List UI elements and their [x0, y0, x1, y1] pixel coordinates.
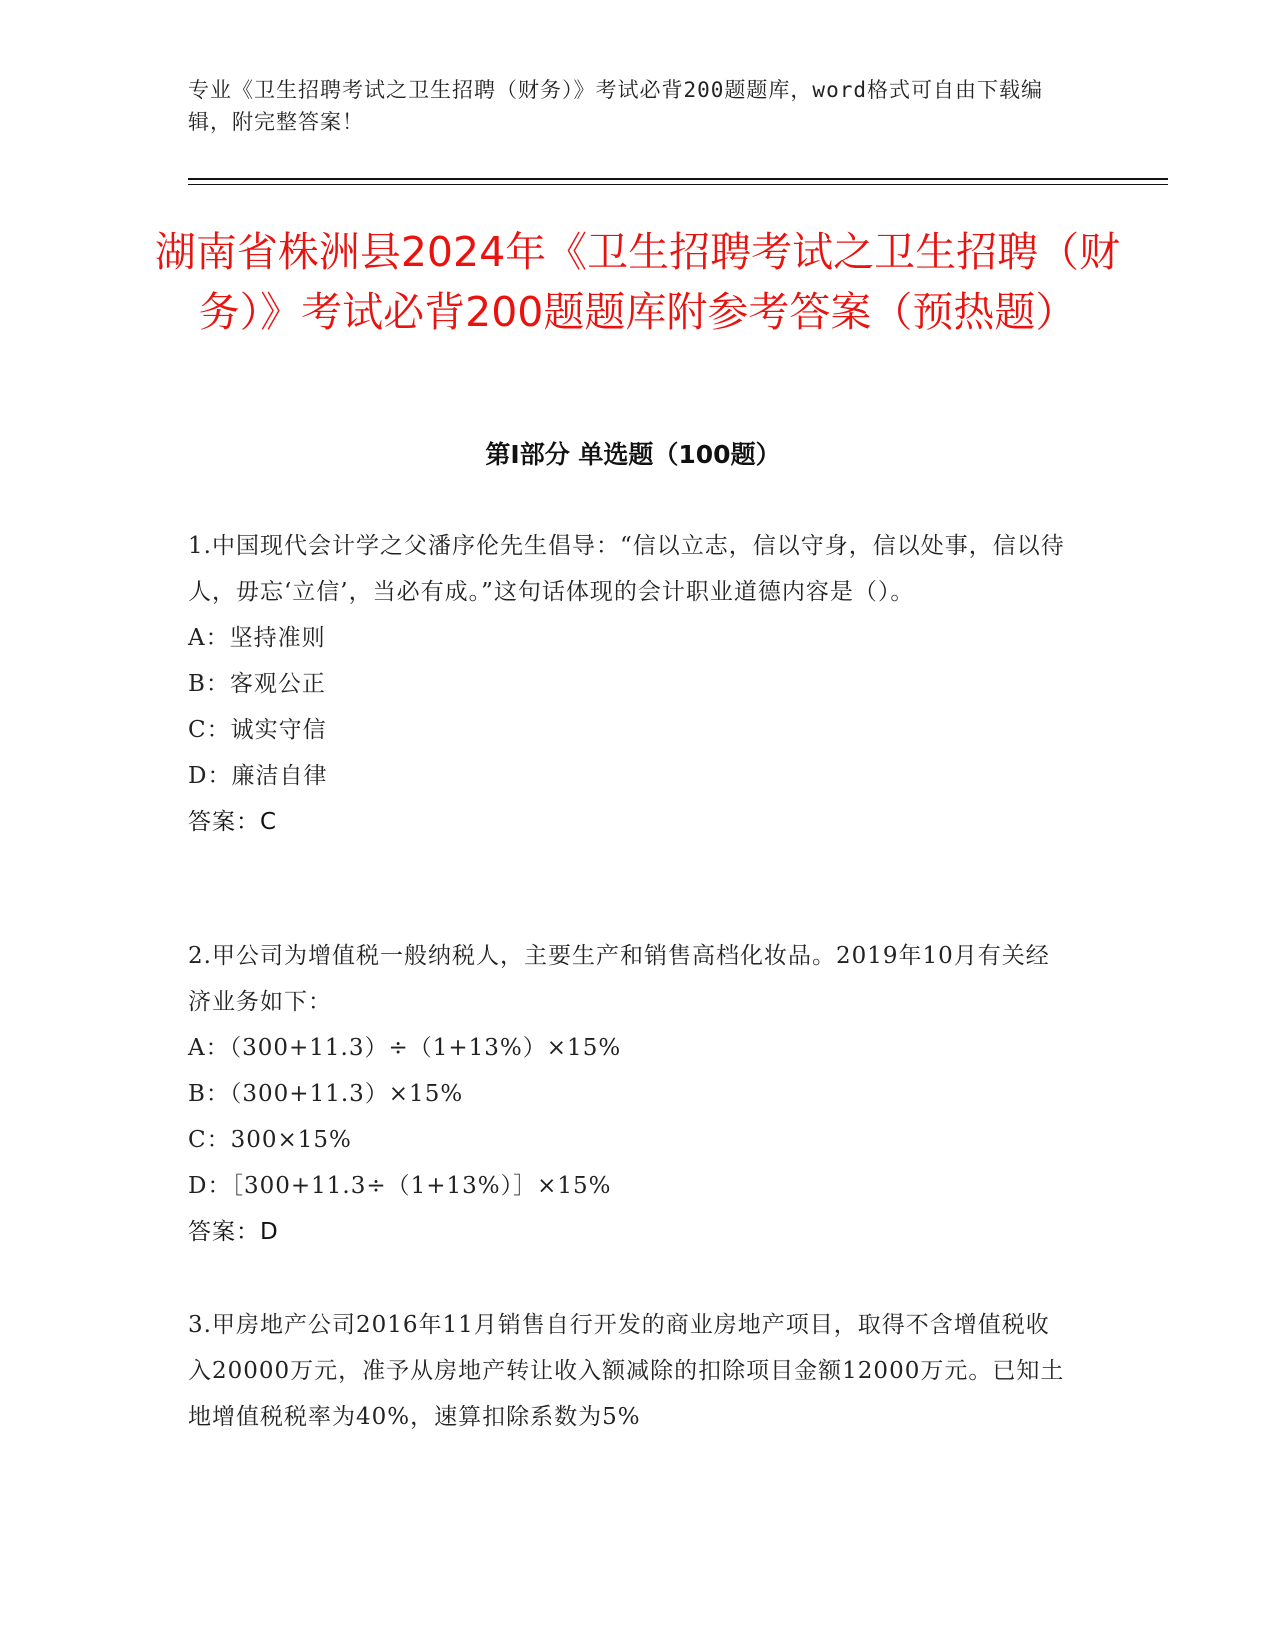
option-a: A：（300+11.3）÷（1+13%）×15%	[188, 1035, 622, 1061]
section-title: 第I部分 单选题（100题）	[485, 440, 781, 469]
question-stem: 1.中国现代会计学之父潘序伦先生倡导：“信以立志，信以守身，信以处事，信以待人，毋忘‘立信’，当必有成。”这句话体现的会计职业道德内容是（）。	[188, 533, 1065, 605]
question-2	[188, 933, 1068, 1255]
option-c: C：300×15%	[188, 1127, 352, 1153]
document-title: 湖南省株洲县2024年《卫生招聘考试之卫生招聘（财务）》考试必背200题题库附参考答案（预热题）	[154, 228, 1121, 336]
option-c: C：诚实守信	[188, 717, 327, 743]
option-b: B：（300+11.3）×15%	[188, 1081, 464, 1107]
question-1	[188, 523, 1068, 845]
option-d: D：［300+11.3÷（1+13%）］×15%	[188, 1173, 612, 1199]
question-3	[188, 1302, 1068, 1440]
answer: 答案：C	[188, 809, 278, 835]
option-b: B：客观公正	[188, 671, 326, 697]
header-divider-thick	[188, 178, 1168, 180]
option-a: A：坚持准则	[188, 625, 326, 651]
question-stem: 3.甲房地产公司2016年11月销售自行开发的商业房地产项目，取得不含增值税收入20000万元，准予从房地产转让收入额减除的扣除项目金额12000万元。已知土地增值税税率为40%，速算扣除系数为5%	[188, 1312, 1065, 1430]
header-note: 专业《卫生招聘考试之卫生招聘（财务）》考试必背200题题库，word格式可自由下载编辑，附完整答案！	[188, 78, 1043, 134]
question-stem: 2.甲公司为增值税一般纳税人，主要生产和销售高档化妆品。2019年10月有关经济业务如下：	[188, 943, 1050, 1015]
answer: 答案：D	[188, 1219, 279, 1245]
header-divider-thin	[188, 184, 1168, 185]
option-d: D：廉洁自律	[188, 763, 328, 789]
